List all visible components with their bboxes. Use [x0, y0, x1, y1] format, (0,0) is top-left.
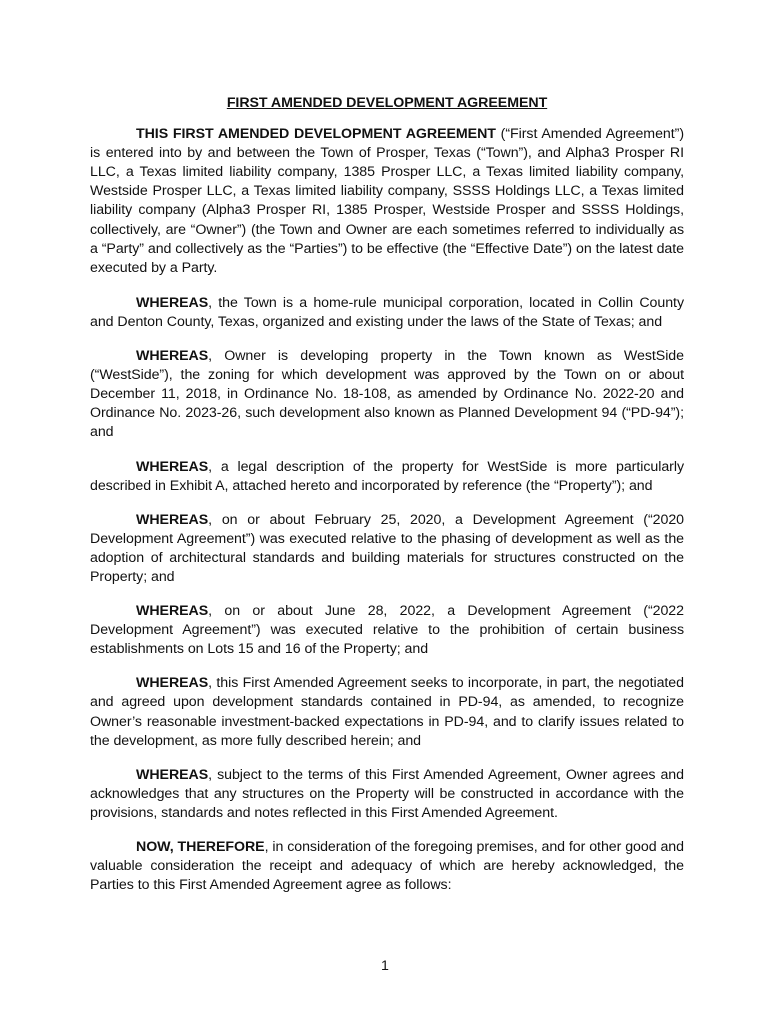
paragraph-lead: THIS FIRST AMENDED DEVELOPMENT AGREEMENT [136, 126, 496, 143]
now-therefore-paragraph [90, 838, 684, 895]
paragraph-text: (“First Amended Agreement”) is entered into by and between the Town of Prosper, Texas (“Town”), and Alpha3 Prosper RI LLC, a Texas limited liability company, 1385 Prosper LLC, a Texas limited liability company, Westside Prosper LLC, a Texas limited liability company, SSSS Holdings LLC, a Texas limited liability company (Alpha3 Prosper RI, 1385 Prosper, Westside Prosper and SSSS Holdings, collectively, are “Owner”) (the Town and Owner are each sometimes referred to individually as a “Party” and collectively as the “Parties”) to be effective (the “Effective Date”) on the latest date executed by a Party. [90, 126, 684, 276]
document-body [90, 94, 684, 910]
paragraph-text: , the Town is a home-rule municipal corporation, located in Collin County and Denton County, Texas, organized and existing under the laws of the State of Texas; and [90, 294, 684, 330]
whereas-paragraph [90, 602, 684, 659]
paragraph-lead: WHEREAS [136, 675, 209, 692]
paragraph-lead: WHEREAS [136, 348, 209, 365]
whereas-paragraph [90, 294, 684, 332]
paragraph-lead: WHEREAS [136, 603, 209, 620]
paragraph-text: , in consideration of the foregoing premises, and for other good and valuable consideration the receipt and adequacy of which are hereby acknowledged, the Parties to this First Amended Agreement agree as follows: [90, 839, 684, 894]
paragraph-text: , a legal description of the property for WestSide is more particularly described in Exhibit A, attached hereto and incorporated by reference (the “Property”); and [90, 458, 684, 494]
paragraph-text: , on or about June 28, 2022, a Development Agreement (“2022 Development Agreement”) was executed relative to the prohibition of certain business establishments on Lots 15 and 16 of the Property; and [90, 603, 684, 658]
whereas-paragraph [90, 511, 684, 587]
page-number: 1 [381, 958, 389, 974]
whereas-paragraph [90, 458, 684, 496]
document-title: FIRST AMENDED DEVELOPMENT AGREEMENT [226, 95, 548, 111]
whereas-paragraph [90, 347, 684, 442]
intro-paragraph [90, 125, 684, 278]
paragraph-text: , on or about February 25, 2020, a Development Agreement (“2020 Development Agreement”) was executed relative to the phasing of development as well as the adoption of architectural standards and building materials for structures constructed on the Property; and [90, 511, 684, 585]
whereas-paragraph [90, 674, 684, 750]
whereas-paragraph [90, 766, 684, 823]
paragraph-lead: NOW, THEREFORE [136, 839, 265, 855]
paragraph-lead: WHEREAS [136, 766, 209, 783]
paragraph-lead: WHEREAS [136, 294, 209, 311]
paragraph-lead: WHEREAS [136, 511, 209, 528]
paragraph-lead: WHEREAS [136, 458, 209, 475]
paragraph-text: , subject to the terms of this First Amended Agreement, Owner agrees and acknowledges that any structures on the Property will be constructed in accordance with the provisions, standards and notes reflected in this First Amended Agreement. [90, 766, 684, 821]
paragraph-text: , this First Amended Agreement seeks to incorporate, in part, the negotiated and agreed upon development standards contained in PD-94, as amended, to recognize Owner’s reasonable investment-backed expectations in PD-94, and to clarify issues related to the development, as more fully described herein; and [90, 675, 684, 749]
paragraph-text: , Owner is developing property in the Town known as WestSide (“WestSide”), the zoning for which development was approved by the Town on or about December 11, 2018, in Ordinance No. 18-108, as amended by Ordinance No. 2022-20 and Ordinance No. 2023-26, such development also known as Planned Development 94 (“PD-94”); and [90, 348, 684, 441]
